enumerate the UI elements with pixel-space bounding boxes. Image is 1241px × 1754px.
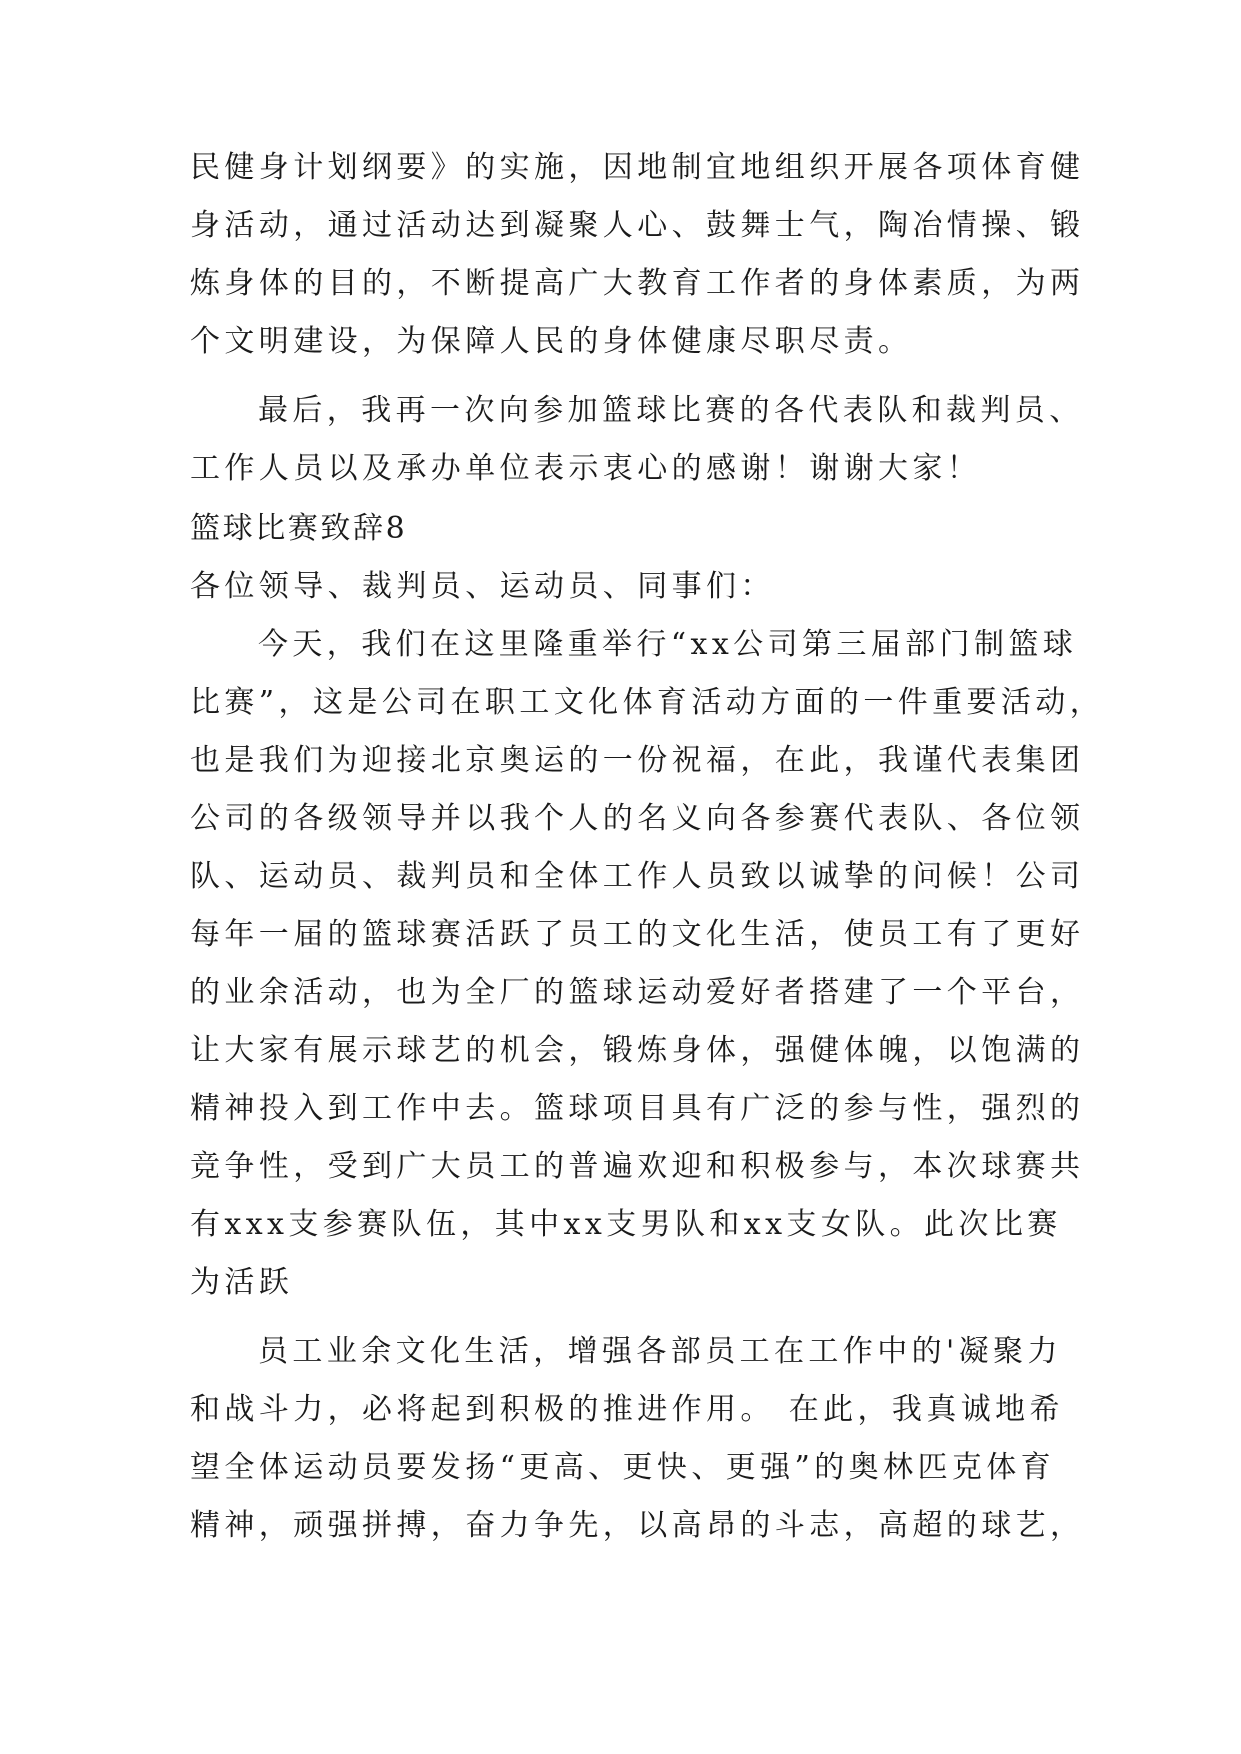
text-line: 个文明建设，为保障人民的身体健康尽职尽责。: [190, 324, 913, 359]
text-line: 望全体运动员要发扬“更高、更快、更强”的奥林匹克体育: [190, 1450, 1056, 1485]
text-line: 最后，我再一次向参加篮球比赛的各代表队和裁判员、: [258, 393, 1084, 428]
section-title: 篮球比赛致辞8: [190, 511, 408, 546]
text-line: 公司的各级领导并以我个人的名义向各参赛代表队、各位领: [190, 801, 1085, 836]
text-line: 精神投入到工作中去。篮球项目具有广泛的参与性，强烈的: [190, 1091, 1085, 1126]
text-line: 和战斗力，必将起到积极的推进作用。 在此，我真诚地希: [190, 1392, 1064, 1427]
text-line: 队、运动员、裁判员和全体工作人员致以诚挚的问候！公司: [190, 859, 1085, 894]
text-line: 竞争性，受到广大员工的普遍欢迎和积极参与，本次球赛共: [190, 1149, 1085, 1184]
text-line: 的业余活动，也为全厂的篮球运动爱好者搭建了一个平台，: [190, 975, 1085, 1010]
text-line: 员工业余文化生活，增强各部员工在工作中的'凝聚力: [258, 1334, 1062, 1369]
text-line: 为活跃: [190, 1265, 294, 1300]
text-line: 炼身体的目的，不断提高广大教育工作者的身体素质，为两: [190, 266, 1085, 301]
text-line: 有xxx支参赛队伍，其中xx支男队和xx支女队。此次比赛: [190, 1207, 1062, 1242]
salutation: 各位领导、裁判员、运动员、同事们：: [190, 569, 775, 604]
text-line: 身活动，通过活动达到凝聚人心、鼓舞士气，陶冶情操、锻: [190, 208, 1085, 243]
text-line: 让大家有展示球艺的机会，锻炼身体，强健体魄，以饱满的: [190, 1033, 1085, 1068]
text-line: 比赛”，这是公司在职工文化体育活动方面的一件重要活动，: [190, 685, 1105, 720]
text-line: 民健身计划纲要》的实施，因地制宜地组织开展各项体育健: [190, 150, 1085, 185]
text-line: 工作人员以及承办单位表示衷心的感谢！谢谢大家！: [190, 451, 982, 486]
text-line: 也是我们为迎接北京奥运的一份祝福，在此，我谨代表集团: [190, 743, 1085, 778]
text-line: 精神，顽强拼搏，奋力争先，以高昂的斗志，高超的球艺，: [190, 1508, 1085, 1543]
text-line: 今天，我们在这里隆重举行“xx公司第三届部门制篮球: [258, 627, 1078, 662]
text-line: 每年一届的篮球赛活跃了员工的文化生活，使员工有了更好: [190, 917, 1085, 952]
